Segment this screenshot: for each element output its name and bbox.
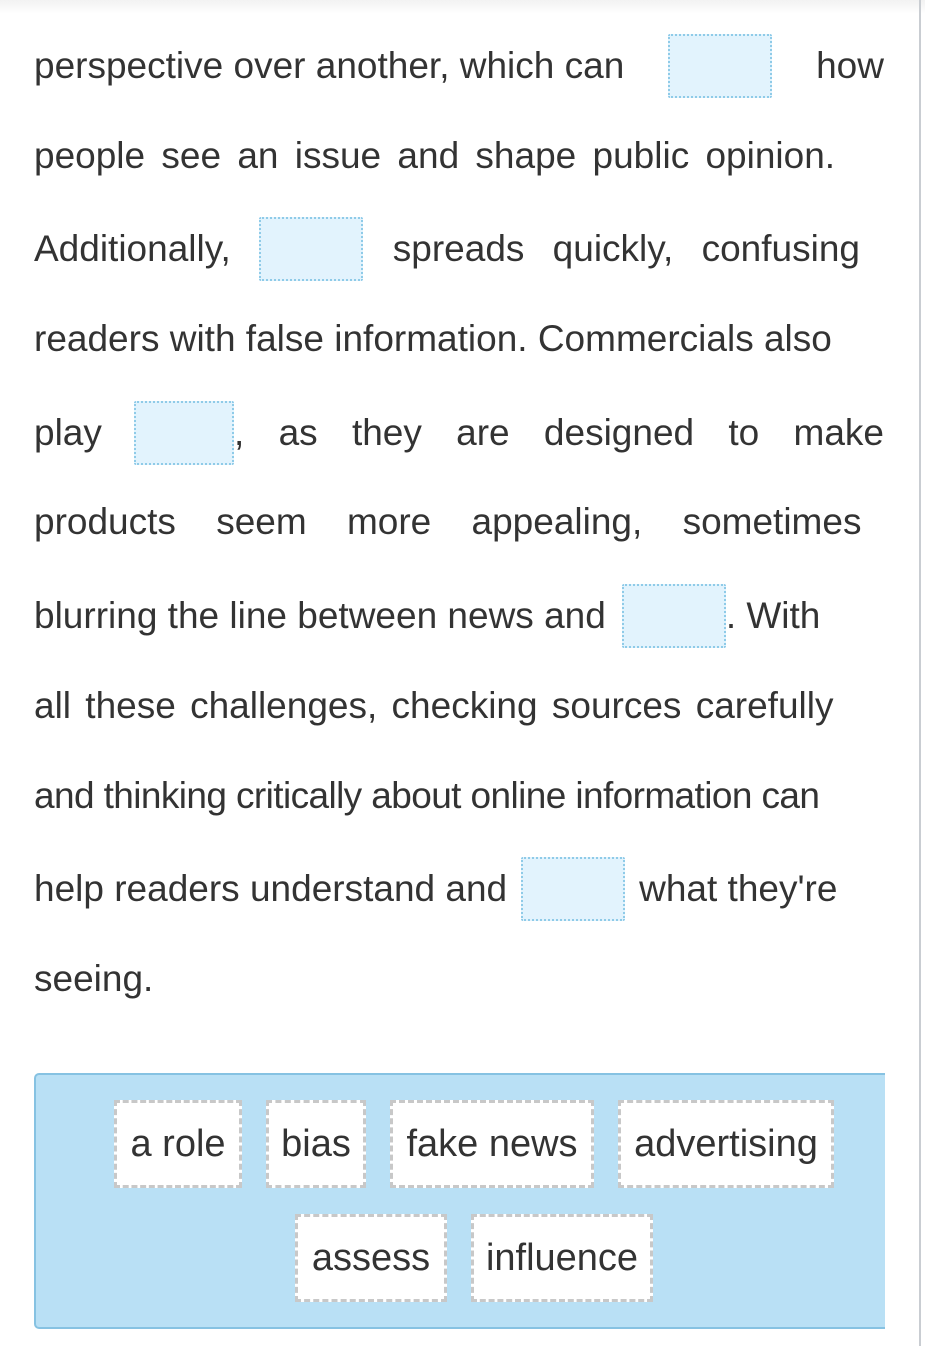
line-1-text-after: how xyxy=(816,45,884,86)
line-8-text: all these challenges, checking sources carefully xyxy=(34,685,834,726)
line-9-text: and thinking critically about online information can xyxy=(34,775,820,816)
answer-blank-5[interactable] xyxy=(521,857,625,921)
word-chip-fake-news[interactable]: fake news xyxy=(390,1100,594,1188)
passage-line-1 xyxy=(34,40,884,92)
word-bank xyxy=(34,1073,885,1329)
line-11-text: seeing. xyxy=(34,958,154,999)
passage-line-9 xyxy=(34,770,884,822)
passage-line-7 xyxy=(34,590,884,642)
passage-line-3 xyxy=(34,223,884,275)
passage-line-11 xyxy=(34,953,884,1005)
word-chip-a-role[interactable]: a role xyxy=(114,1100,242,1188)
passage-line-5 xyxy=(34,407,884,459)
passage-line-4 xyxy=(34,313,884,365)
passage-line-8 xyxy=(34,680,884,732)
passage-line-6 xyxy=(34,496,884,548)
line-5-text-after: , as they are designed to make xyxy=(234,412,884,453)
line-7-text-before: blurring the line between news and xyxy=(34,595,606,636)
word-chip-bias[interactable]: bias xyxy=(266,1100,366,1188)
line-3-text-after: spreads quickly, confusing xyxy=(392,228,860,269)
line-5-text-before: play xyxy=(34,412,102,453)
answer-blank-3[interactable] xyxy=(134,401,234,465)
word-chip-assess[interactable]: assess xyxy=(295,1214,447,1302)
line-10-text-before: help readers understand and xyxy=(34,868,508,909)
answer-blank-2[interactable] xyxy=(259,217,363,281)
word-chip-advertising[interactable]: advertising xyxy=(618,1100,834,1188)
answer-blank-4[interactable] xyxy=(622,584,726,648)
line-1-text-before: perspective over another, which can xyxy=(34,45,625,86)
line-2-text: people see an issue and shape public opinion. xyxy=(34,135,836,176)
answer-blank-1[interactable] xyxy=(668,34,772,98)
line-4-text: readers with false information. Commercials also xyxy=(34,318,832,359)
line-7-text-after: . With xyxy=(725,595,821,636)
line-10-text-after: what they're xyxy=(639,868,838,909)
line-6-text: products seem more appealing, sometimes xyxy=(34,501,862,542)
passage-line-2 xyxy=(34,130,884,182)
passage-line-10 xyxy=(34,863,884,915)
word-chip-influence[interactable]: influence xyxy=(471,1214,653,1302)
line-3-text-before: Additionally, xyxy=(34,228,231,269)
